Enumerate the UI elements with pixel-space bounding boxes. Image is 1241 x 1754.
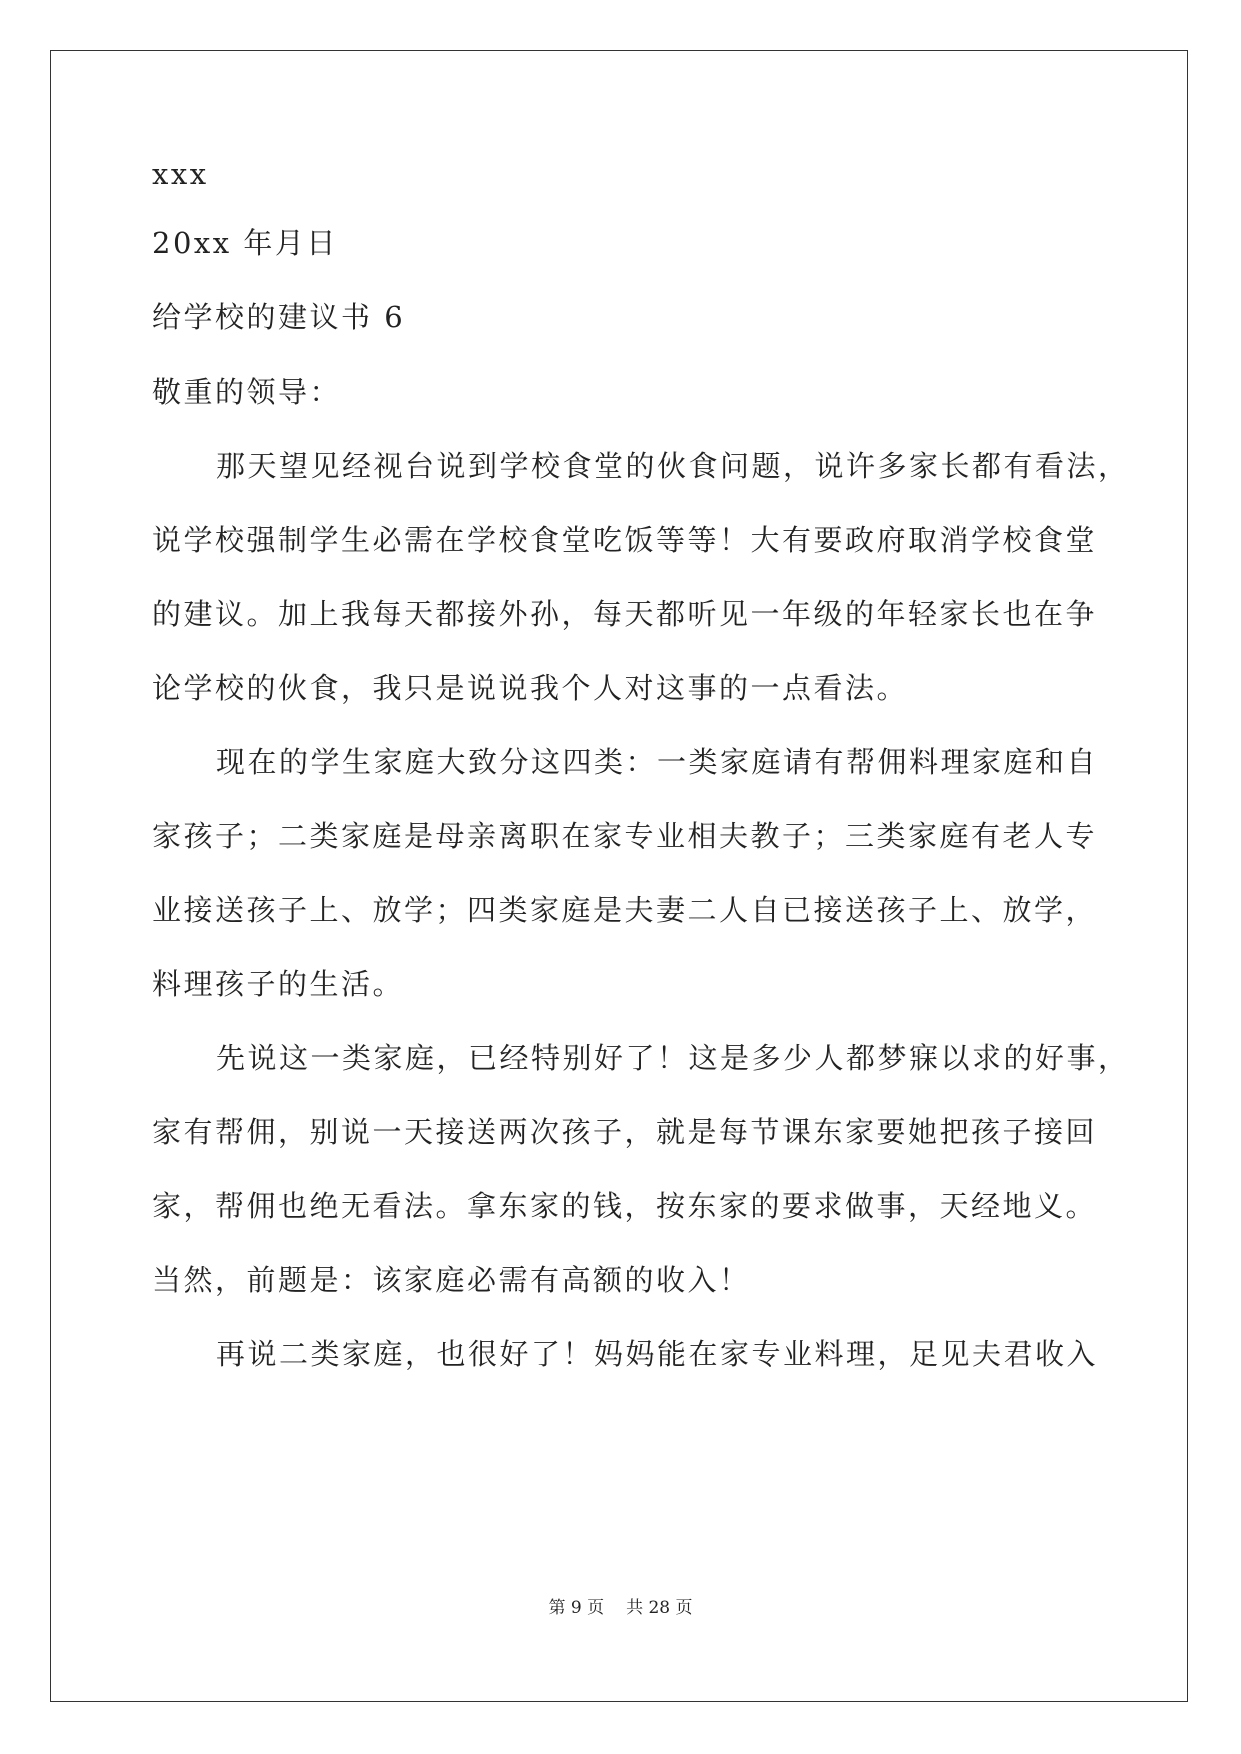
signature: xxx: [152, 157, 209, 191]
body-line: 家孩子；二类家庭是母亲离职在家专业相夫教子；三类家庭有老人专: [152, 819, 1098, 853]
body-line: 家有帮佣，别说一天接送两次孩子，就是每节课东家要她把孩子接回: [152, 1115, 1098, 1149]
body-line: 家，帮佣也绝无看法。拿东家的钱，按东家的要求做事，天经地义。: [152, 1189, 1098, 1223]
body-line: 料理孩子的生活。: [152, 967, 405, 1001]
body-line: 说学校强制学生必需在学校食堂吃饭等等！大有要政府取消学校食堂: [152, 523, 1098, 557]
body-line: 先说这一类家庭，已经特别好了！这是多少人都梦寐以求的好事，: [216, 1041, 1130, 1075]
body-line: 的建议。加上我每天都接外孙，每天都听见一年级的年轻家长也在争: [152, 597, 1098, 631]
body-line: 论学校的伙食，我只是说说我个人对这事的一点看法。: [152, 671, 909, 705]
body-line: 那天望见经视台说到学校食堂的伙食问题，说许多家长都有看法，: [216, 449, 1130, 483]
body-line: 当然，前题是：该家庭必需有高额的收入！: [152, 1263, 751, 1297]
page-total: 共 28 页: [626, 1598, 693, 1618]
body-line: 再说二类家庭，也很好了！妈妈能在家专业料理，足见夫君收入: [216, 1337, 1099, 1371]
date-line: 20xx 年月日: [152, 226, 338, 260]
salutation: 敬重的领导：: [152, 375, 342, 409]
document-title: 给学校的建议书 6: [152, 300, 406, 334]
page-border: [50, 50, 1188, 1702]
page-number: 第 9 页: [548, 1598, 605, 1618]
body-line: 业接送孩子上、放学；四类家庭是夫妻二人自已接送孩子上、放学，: [152, 893, 1098, 927]
body-line: 现在的学生家庭大致分这四类：一类家庭请有帮佣料理家庭和自: [216, 745, 1099, 779]
page-footer: [0, 1600, 1241, 1617]
